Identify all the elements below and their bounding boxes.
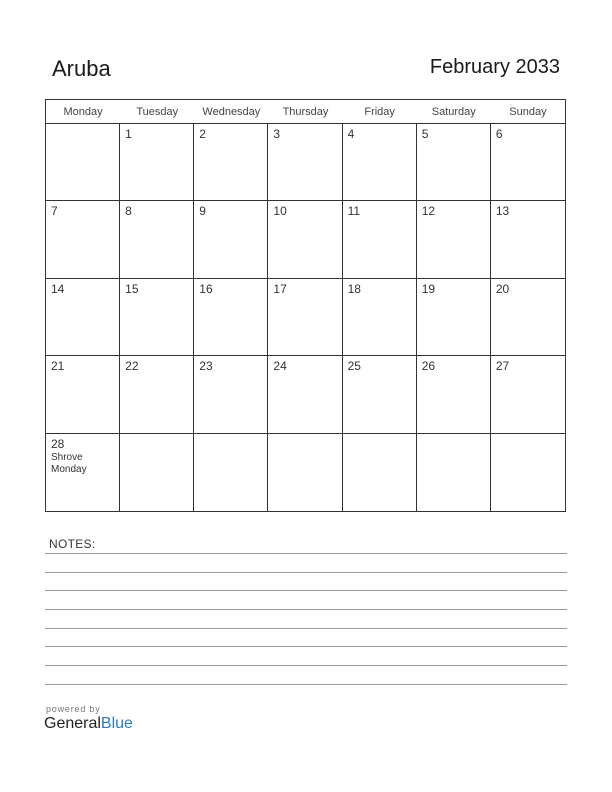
day-cell [46, 201, 120, 278]
day-number: 19 [421, 281, 436, 296]
day-number: 2 [199, 127, 206, 141]
day-number: 22 [125, 359, 139, 374]
weekday-header: Thursday [268, 100, 342, 124]
day-cell [268, 356, 342, 433]
day-number: 15 [125, 281, 139, 296]
day-cell [343, 124, 417, 201]
day-number: 11 [347, 204, 361, 219]
day-number: 7 [51, 204, 58, 219]
day-cell [194, 124, 268, 201]
generalblue-logo [44, 704, 133, 733]
day-cell [46, 124, 120, 201]
day-cell [268, 434, 342, 511]
month-year-title: February 2033 [429, 56, 560, 78]
day-cell [491, 434, 565, 511]
day-number: 17 [273, 281, 287, 296]
note-line [45, 572, 567, 573]
day-cell [268, 279, 342, 356]
day-number: 3 [273, 127, 281, 141]
day-cell [46, 434, 120, 511]
day-cell [417, 279, 491, 356]
note-line [45, 665, 567, 666]
day-cell [491, 124, 565, 201]
weekday-header: Friday [343, 100, 417, 124]
brand-name-part2: Blue [100, 715, 133, 732]
day-cell [343, 279, 417, 356]
day-cell [491, 201, 565, 278]
weekday-header: Tuesday [120, 100, 194, 124]
day-cell [194, 434, 268, 511]
day-cell [417, 356, 491, 433]
holiday-label: Shrove Monday [51, 451, 87, 475]
day-number: 20 [495, 281, 510, 296]
day-cell [343, 201, 417, 278]
weekday-header: Monday [46, 100, 120, 124]
day-number: 27 [495, 359, 510, 374]
note-line [45, 684, 567, 685]
day-cell [46, 356, 120, 433]
day-cell [343, 434, 417, 511]
day-number: 21 [51, 359, 65, 374]
day-number: 18 [347, 281, 361, 296]
day-number: 1 [125, 127, 132, 141]
day-number: 26 [421, 359, 436, 374]
day-number: 14 [51, 281, 65, 296]
calendar-grid [45, 99, 566, 512]
day-cell [46, 279, 120, 356]
day-number: 25 [347, 359, 361, 374]
day-cell [120, 201, 194, 278]
day-cell [491, 356, 565, 433]
note-line [45, 646, 567, 647]
day-number: 9 [199, 204, 206, 219]
day-number: 8 [125, 204, 132, 219]
day-cell [417, 201, 491, 278]
day-number: 6 [495, 127, 503, 141]
brand-name-part1: General [44, 715, 101, 732]
day-cell [194, 201, 268, 278]
note-line [45, 609, 567, 610]
day-cell [120, 124, 194, 201]
day-cell [417, 124, 491, 201]
notes-label: NOTES: [49, 537, 96, 551]
powered-by-text: powered by [46, 704, 101, 714]
weekday-header: Sunday [491, 100, 565, 124]
day-number: 23 [199, 359, 213, 374]
day-number: 12 [421, 204, 436, 219]
weekday-header: Wednesday [194, 100, 268, 124]
day-number: 5 [421, 127, 429, 141]
day-number: 28 [51, 436, 65, 451]
day-number: 24 [273, 359, 287, 374]
day-cell [268, 124, 342, 201]
day-number: 4 [347, 127, 355, 141]
day-cell [491, 279, 565, 356]
day-cell [268, 201, 342, 278]
note-line [45, 590, 567, 591]
note-line [45, 553, 567, 554]
weekday-header: Saturday [417, 100, 491, 124]
note-line [45, 628, 567, 629]
day-cell [343, 356, 417, 433]
day-number: 16 [199, 281, 213, 296]
brand-name [44, 715, 133, 733]
day-cell [120, 434, 194, 511]
day-cell [417, 434, 491, 511]
day-cell [194, 356, 268, 433]
day-cell [194, 279, 268, 356]
day-number: 10 [273, 204, 287, 219]
day-number: 13 [495, 204, 510, 219]
country-title: Aruba [52, 56, 111, 81]
day-cell [120, 356, 194, 433]
day-cell [120, 279, 194, 356]
